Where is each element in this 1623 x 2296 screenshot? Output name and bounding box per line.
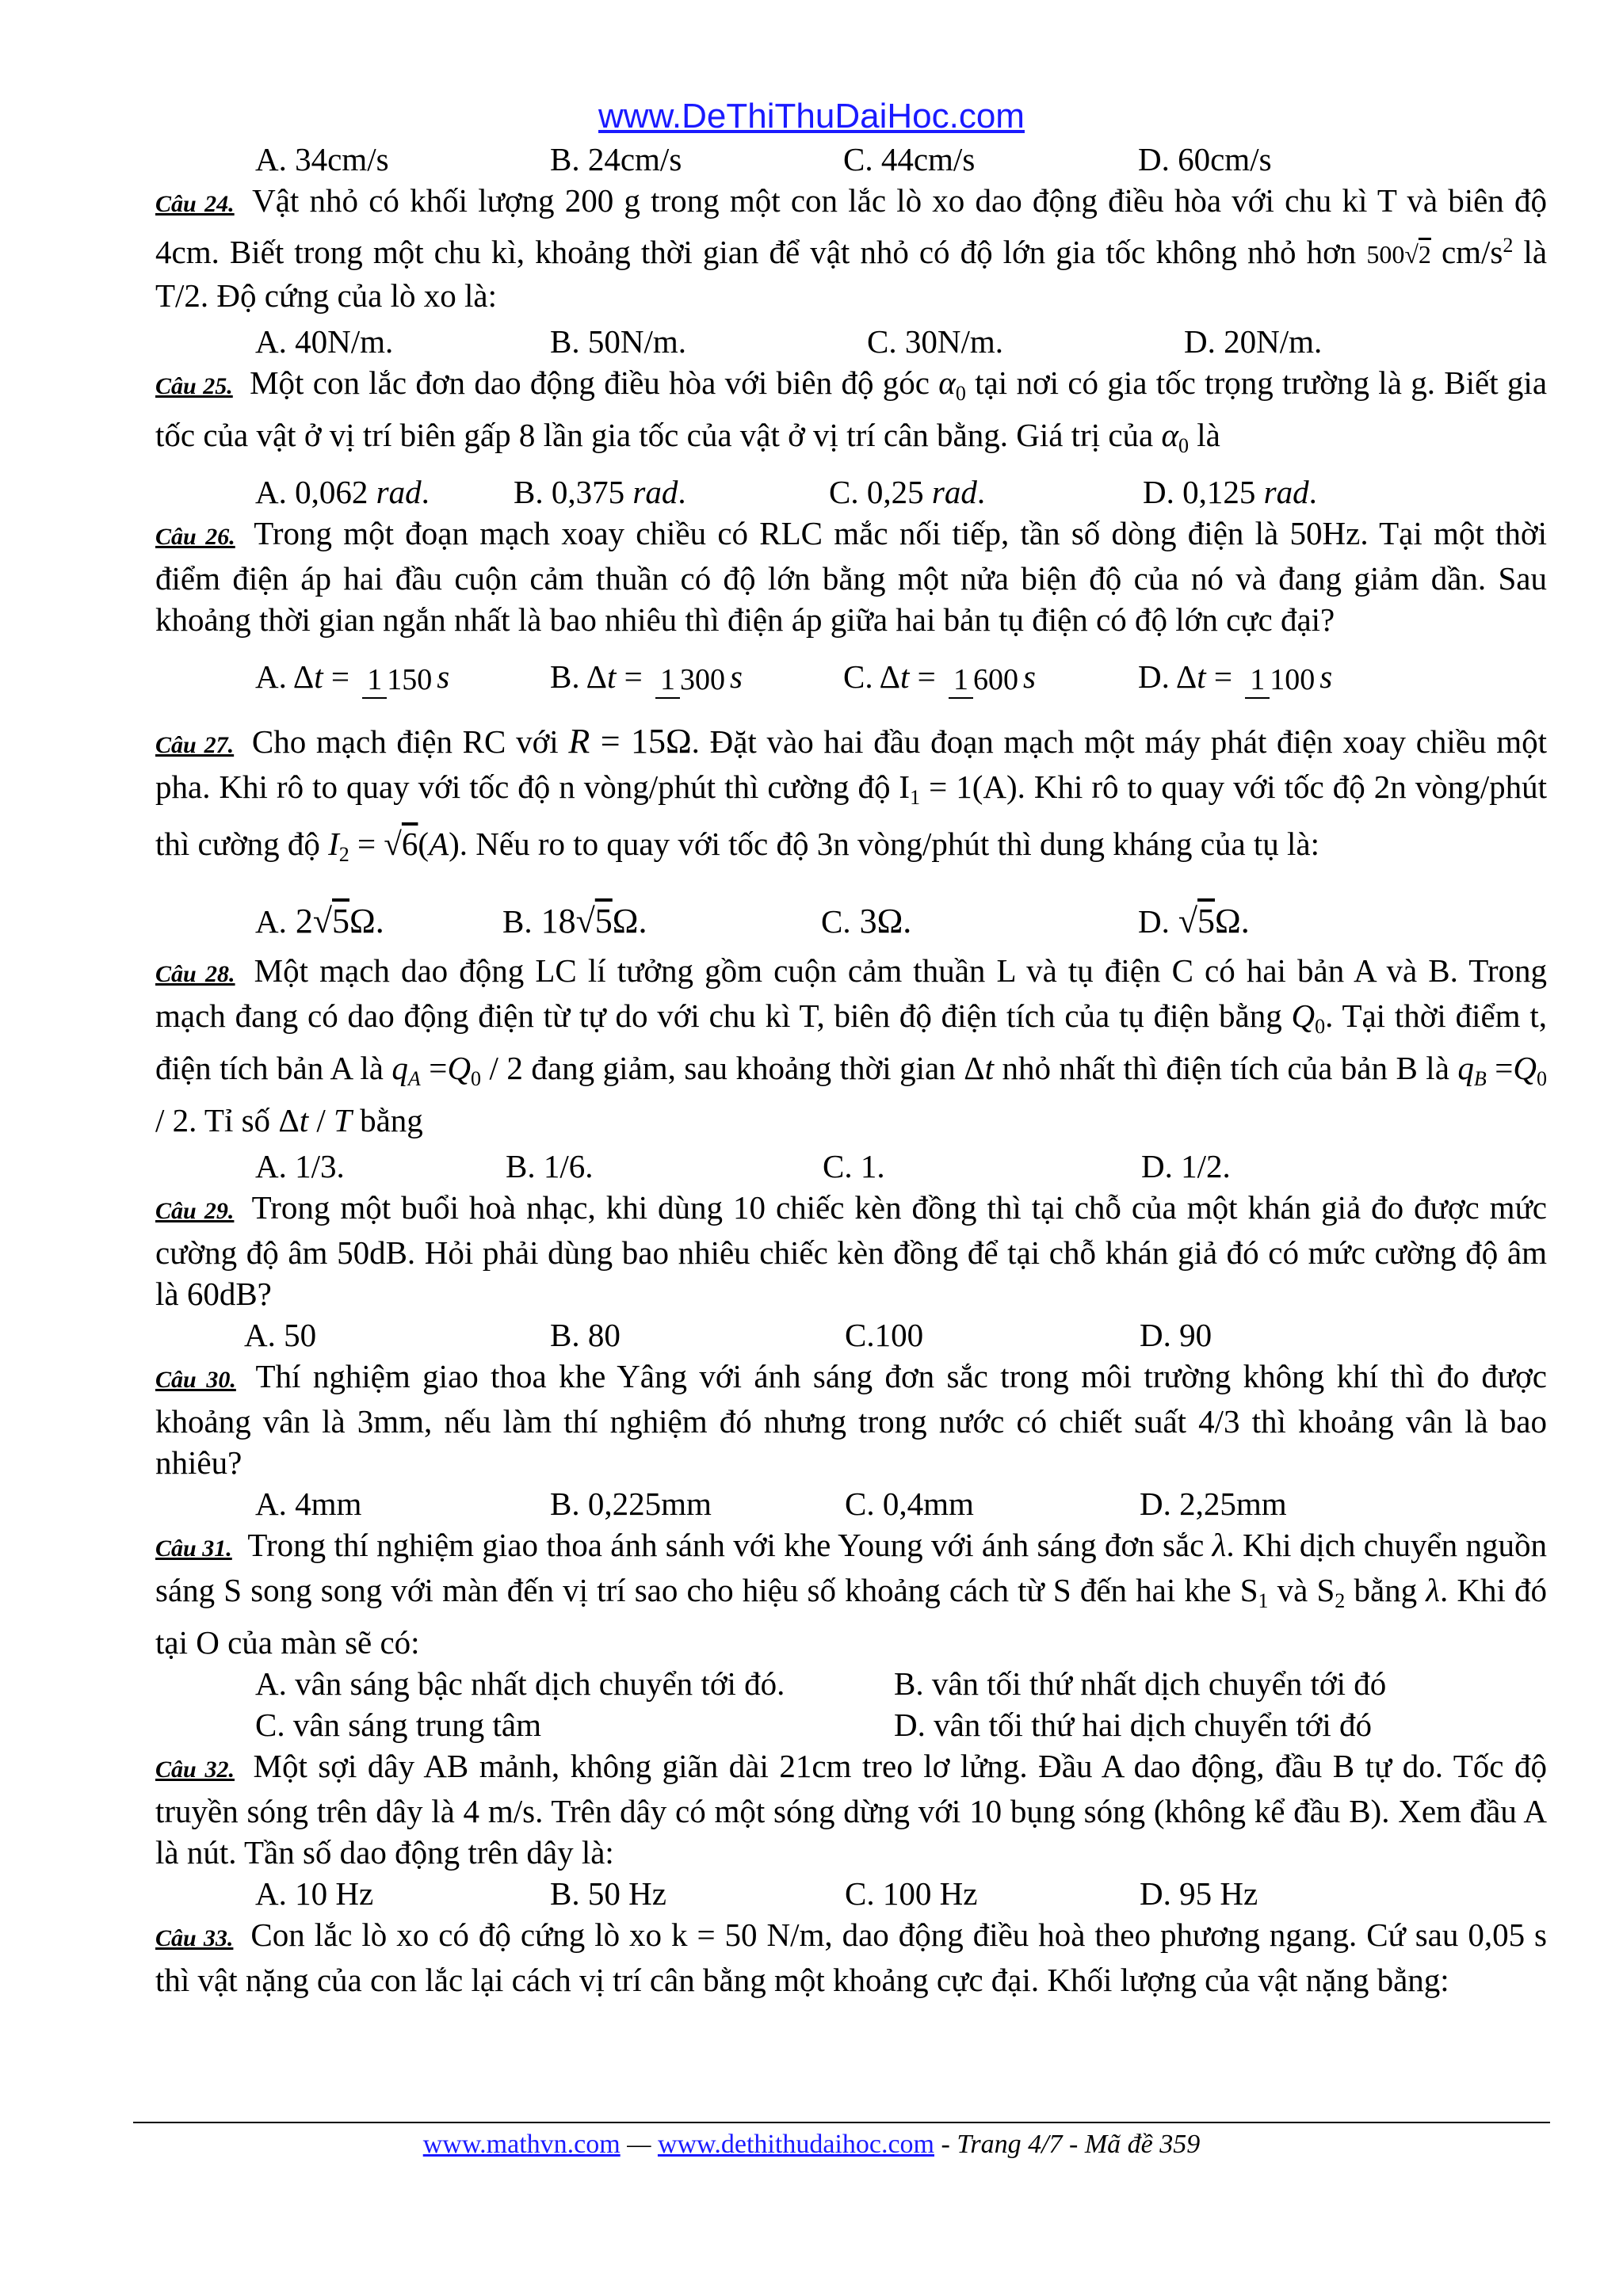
option-b: B.	[550, 658, 580, 696]
option-b: B. 50 Hz	[550, 1875, 666, 1912]
questions	[155, 139, 1547, 2000]
question-text: cm/s	[1441, 234, 1503, 270]
option-d: D. 20N/m.	[1184, 323, 1323, 360]
question-text: . Khi đó tại O của màn sẽ có:	[155, 1572, 1548, 1661]
footer-divider	[133, 2122, 1550, 2123]
question-text: . Đặt vào hai đầu đoạn mạch một máy phát điện xoay chiều một pha. Khi rô to quay với tốc độ n vòng/phút thì cường độ I	[155, 723, 1548, 805]
option-b: B.	[502, 903, 533, 940]
option-a: A. 1/3.	[255, 1148, 345, 1184]
denominator: 300	[680, 662, 725, 696]
question-label: Câu 27.	[155, 732, 235, 758]
option-a: A.	[255, 903, 287, 940]
option-a: A. 0,062	[255, 474, 369, 510]
question-text: Thí nghiệm giao thoa khe Yâng với ánh sáng đơn sắc trong môi trường không khí thì đo được khoảng vân là 3mm, nếu làm thí nghiệm đó nhưng trong nước có chiết suất 4/3 thì khoảng vân là bao nhiêu?	[155, 1358, 1547, 1481]
page-footer	[0, 2130, 1623, 2160]
question-text: nhỏ nhất thì điện tích của bản B là	[1002, 1050, 1449, 1086]
question-text: Trong một đoạn mạch xoay chiều có RLC mắc nối tiếp, tần số dòng điện là 50Hz. Tại một thời điểm điện áp hai đầu cuộn cảm thuần có độ lớn bằng một nửa biện độ của nó và đang giảm dần. Sau khoảng thời gian ngắn nhất là bao nhiêu thì điện áp giữa hai bản tụ điện có độ lớn cực đại?	[155, 515, 1547, 638]
q27-options: A. 2√5Ω. B. 18√5Ω. C. 3Ω. D. √5Ω.	[255, 902, 1250, 940]
question-text: Cho mạch điện RC với	[251, 723, 559, 760]
question-33	[155, 1914, 1547, 2000]
footer-separator: —	[620, 2130, 658, 2159]
option-b: B. 0,375	[514, 474, 625, 510]
question-label: Câu 28.	[155, 961, 235, 987]
question-24: Câu 24. Vật nhỏ có khối lượng 200 g trong một con lắc lò xo dao động điều hòa với chu kì T và biên độ 4cm. Biết trong một chu kì, khoảng thời gian để vật nhỏ có độ lớn gia tốc không nhỏ hơn 500√2 $cm/s^2$ là T/2. Độ cứng của lò xo là:	[155, 182, 1548, 314]
option-d: D. 90	[1140, 1317, 1212, 1353]
q29-options	[155, 1314, 1547, 1356]
question-label: Câu 25.	[155, 373, 233, 399]
question-label: Câu 30.	[155, 1367, 236, 1393]
option-d: D. 60cm/s	[1138, 141, 1272, 177]
question-text: Vật nhỏ có khối lượng 200 g trong một con lắc lò xo dao động điều hòa với chu kì T và biên độ 4cm. Biết trong một chu kì, khoảng thời gian để vật nhỏ có độ lớn gia tốc không nhỏ hơn	[155, 182, 1548, 270]
question-label: Câu 29.	[155, 1198, 235, 1224]
question-text: Trong một buổi hoà nhạc, khi dùng 10 chiếc kèn đồng thì tại chỗ của một khán giả đo được mức cường độ âm 50dB. Hỏi phải dùng bao nhiêu chiếc kèn đồng để tại chỗ khán giả đó có mức cường độ âm là 60dB?	[155, 1189, 1547, 1312]
option-b: B. 50N/m.	[550, 323, 686, 360]
option-c: C.	[843, 658, 873, 696]
question-29	[155, 1187, 1547, 1314]
q25-options: A. 0,062 rad. B. 0,375 rad. C. 0,25 rad. D. 0,125 rad.	[155, 471, 1547, 513]
q30-options	[155, 1483, 1547, 1524]
header-site-link[interactable]: www.DeThiThuDaiHoc.com	[598, 97, 1025, 135]
option-b: B. 80	[550, 1317, 621, 1353]
option-c: C.	[821, 903, 851, 940]
question-30	[155, 1356, 1547, 1483]
option-c: C.100	[845, 1317, 924, 1353]
option-c: C. 0,25	[829, 474, 924, 510]
q23-options	[155, 139, 1547, 180]
unit: rad	[632, 474, 678, 510]
option-d: D. 1/2.	[1141, 1148, 1231, 1184]
question-text: bằng	[360, 1102, 423, 1138]
option-a: A.	[255, 658, 287, 696]
question-text: Tại thời điểm t, điện tích bản A là	[155, 997, 1548, 1086]
option-d: D. 2,25mm	[1140, 1486, 1287, 1522]
question-28: Câu 28. Một mạch dao động LC lí tưởng gồm cuộn cảm thuần L và tụ điện C có hai bản A và B. Trong mạch đang có dao động điện từ tự do với chu kì T, biên độ điện tích của tụ điện bằng $Q_0$. Tại thời điểm t, điện tích bản A là $q_A =Q_0 / 2$ đang giảm, sau khoảng thời gian Δt nhỏ nhất thì điện tích của bản B là $q_B =Q_0 / 2$. Tỉ số Δt / T bằng	[155, 952, 1548, 1138]
denominator: 150	[387, 662, 433, 696]
q24-options	[155, 321, 1547, 362]
question-31: Câu 31. Trong thí nghiệm giao thoa ánh sánh với khe Young với ánh sáng đơn sắc λ. Khi dịch chuyển nguồn sáng S song song với màn đến vị trí sao cho hiệu số khoảng cách từ S đến hai khe $S_1$ và $S_2$ bằng λ. Khi đó tại O của màn sẽ có:	[155, 1527, 1548, 1661]
option-c: C. 100 Hz	[845, 1875, 978, 1912]
page-number: - Trang 4/7 - Mã đề 359	[934, 2130, 1201, 2159]
option-d: D. 95 Hz	[1140, 1875, 1258, 1912]
question-text: . Nếu ro to quay với tốc độ 3n vòng/phút thì dung kháng của tụ là:	[459, 826, 1320, 862]
question-text: tại nơi có gia tốc trọng trường là g. Biết gia tốc của vật ở vị trí biên gấp 8 lần gia tốc của vật ở vị trí cân bằng. Giá trị của	[155, 364, 1548, 453]
unit: rad	[1263, 474, 1309, 510]
option-b: B. 24cm/s	[550, 141, 682, 177]
question-text: là	[1197, 417, 1220, 453]
question-text: Một con lắc đơn dao động điều hòa với biên độ góc	[250, 364, 930, 401]
question-text: Một sợi dây AB mảnh, không giãn dài 21cm treo lơ lửng. Đầu A dao động, đầu B tự do. Tốc độ truyền sóng trên dây là 4 m/s. Trên dây có một sóng dừng với 10 bụng sóng (không kể đầu B). Xem đầu A là nút. Tần số dao động trên dây là:	[155, 1748, 1548, 1871]
q26-options: A. Δt = 1 150 s B. Δt = 1 300 s C. Δt = 1 600 s D. Δt = 1 100 s	[155, 640, 1547, 715]
question-label: Câu 24.	[155, 191, 235, 217]
option-b: B. 0,225mm	[550, 1486, 712, 1522]
question-text: Trong thí nghiệm giao thoa ánh sánh với khe Young với ánh sáng đơn sắc	[247, 1527, 1205, 1563]
question-32	[155, 1745, 1547, 1873]
option-a: A. 34cm/s	[255, 141, 389, 177]
q32-options	[155, 1873, 1547, 1914]
option-a: A. 50	[244, 1317, 317, 1353]
option-a: A. vân sáng bậc nhất dịch chuyển tới đó.	[255, 1665, 785, 1702]
denominator: 100	[1270, 662, 1316, 696]
q28-options	[155, 1146, 1547, 1187]
question-label: Câu 33.	[155, 1925, 234, 1951]
denominator: 600	[973, 662, 1018, 696]
question-label: Câu 32.	[155, 1756, 235, 1783]
q31-options-row1	[155, 1663, 1547, 1704]
question-text: và S	[1277, 1572, 1335, 1608]
option-d: D.	[1138, 658, 1170, 696]
option-c: C. vân sáng trung tâm	[255, 1707, 541, 1743]
question-text: bằng	[1354, 1572, 1418, 1608]
option-d: D. 0,125	[1143, 474, 1256, 510]
question-label: Câu 31.	[155, 1535, 232, 1562]
question-25: Câu 25. Một con lắc đơn dao động điều hòa với biên độ góc $\alpha_0$ tại nơi có gia tốc trọng trường là g. Biết gia tốc của vật ở vị trí biên gấp 8 lần gia tốc của vật ở vị trí cân bằng. Giá trị của $\alpha_0$ là	[155, 364, 1548, 457]
footer-link-dethithudaihoc[interactable]: www.dethithudaihoc.com	[657, 2130, 934, 2159]
question-text: . Tỉ số	[189, 1102, 271, 1138]
question-text: Con lắc lò xo có độ cứng lò xo k = 50 N/m, dao động điều hoà theo phương ngang. Cứ sau 0,05 s thì vật nặng của con lắc lại cách vị trí cân bằng một khoảng cực đại. Khối lượng của vật nặng bằng:	[155, 1917, 1548, 1998]
question-text: Một mạch dao động LC lí tưởng gồm cuộn cảm thuần L và tụ điện C có hai bản A và B. Trong mạch đang có dao động điện từ tự do với chu kì T, biên độ điện tích của tụ điện bằng	[155, 952, 1547, 1034]
q31-options-row2	[155, 1704, 1547, 1745]
question-26	[155, 513, 1547, 640]
option-c: C. 30N/m.	[867, 323, 1003, 360]
option-c: C. 44cm/s	[843, 141, 976, 177]
option-a: A. 10 Hz	[255, 1875, 374, 1912]
question-text: đang giảm, sau khoảng thời gian	[531, 1050, 956, 1086]
option-c: C. 0,4mm	[845, 1486, 974, 1522]
question-text: . Khi dịch chuyển nguồn sáng S song song với màn đến vị trí sao cho hiệu số khoảng cách từ S đến hai khe S	[155, 1527, 1547, 1608]
option-b: B. vân tối thứ nhất dịch chuyển tới đó	[894, 1665, 1387, 1702]
question-label: Câu 26.	[155, 524, 235, 550]
question-27: Câu 27. Cho mạch điện RC với R = 15Ω. Đặt vào hai đầu đoạn mạch một máy phát điện xoay chiều một pha. Khi rô to quay với tốc độ n vòng/phút thì cường độ $I_1 = 1(A)$. Khi rô to quay với tốc độ 2n vòng/phút thì cường độ $I_2 = √6(A)$. Nếu ro to quay với tốc độ 3n vòng/phút thì dung kháng của tụ là:	[155, 722, 1548, 866]
footer-link-mathvn[interactable]: www.mathvn.com	[422, 2130, 621, 2159]
option-d: D.	[1138, 903, 1170, 940]
option-a: A. 4mm	[255, 1486, 362, 1522]
option-a: A. 40N/m.	[255, 323, 394, 360]
option-b: B. 1/6.	[506, 1148, 594, 1184]
question-text: là T/2. Độ cứng của lò xo là:	[155, 234, 1548, 314]
unit: rad	[376, 474, 422, 510]
unit: rad	[931, 474, 977, 510]
question-text: = 1(A). Khi rô to quay với tốc độ 2n vòng/phút thì cường độ	[155, 769, 1548, 862]
option-c: C. 1.	[823, 1148, 885, 1184]
option-d: D. vân tối thứ hai dịch chuyển tới đó	[894, 1707, 1372, 1743]
